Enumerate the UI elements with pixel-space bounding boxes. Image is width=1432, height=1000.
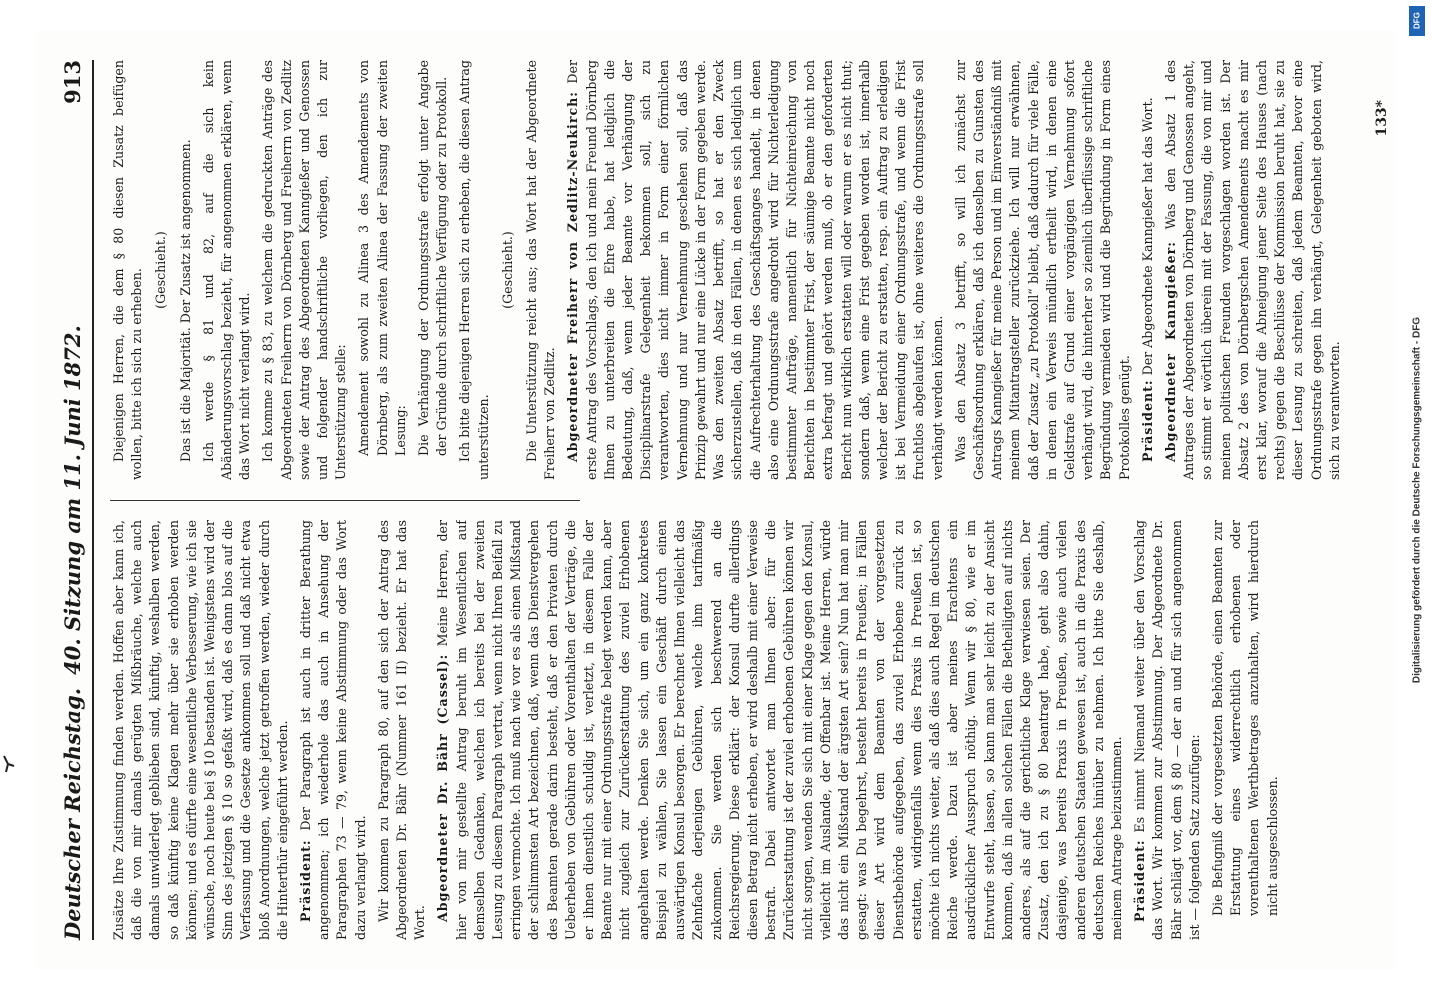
motion-text: Amendement sowohl zu Alinea 3 des Amendements von Dörnberg, als zum zweiten Alinea der Fassung der zweiten Lesung: — [356, 60, 408, 456]
speech-text: Der Abgeordnete Kanngießer hat das Wort. — [1139, 97, 1155, 376]
left-text-column — [110, 520, 1356, 940]
speech-text: Was den Absatz 1 des Antrages der Abgeordneten von Dörnberg und Genossen angeht, so stimmt er wörtlich überein mit der Fassung, die von mir und meinen politischen Freunden vorgeschlagen worden ist. Der Absatz 2 des von Dörnbergschen Amendements macht es mir erst klar, worauf die Abneigung jener Seite des Hauses (nach rechts) gegen die Beschlüsse der Kommission beruht hat, sie zu dieser Lesung zu schreiten, daß jedem Beamten, bevor eine Ordnungsstrafe gegen ihn verhängt, Gelegenheit geboten wird, sich zu verantworten. — [1162, 60, 1342, 480]
speaker-name: Präsident: — [298, 839, 314, 922]
speaker-name: Präsident: — [1139, 379, 1155, 462]
right-text-column — [110, 60, 1356, 480]
speaker-name: Präsident: — [1132, 839, 1148, 922]
speech-text: Meine Herren, der hier von mir gestellte Antrag beruht im Wesentlichen auf demselben Gedanken, welchen ich bereits bei der zweiten Lesung zu diesem Paragraph vertrat, wenn nicht Ihren Beifall zu erringen vermochte. Ich muß nach wie vor es als einen Mißstand der schlimmsten Art bezeichnen, daß, wenn das Dienstvergehen des Beamten gerade darin besteht, daß er den Privaten durch Ueberheben von Gebühren oder Vorenthalten der Verträge, die er ihnen dienstlich schuldig ist, verletzt, in diesem Falle der Beamte nur mit einer Ordnungsstrafe belegt werden kann, aber nicht zugleich zur Zurückerstattung des zuviel Erhobenen angehalten werde. Denken Sie sich, um ein ganz konkretes Beispiel zu wählen, Sie lassen ein Geschäft durch einen auswärtigen Konsul besorgen. Er berechnet Ihnen vielleicht das Zehnfache derjenigen Gebühren, welche ihm tarifmäßig zukommen. Sie werden sich beschwerend an die Reichsregierung. Diese erklärt: der Konsul durfte allerdings diesen Betrag nicht erheben, er wird deshalb mit einer Verweise bestraft. Dabei antwortet man Ihnen aber: für die Zurückerstattung ist der zuviel erhobenen Gebühren können wir nicht sorgen, wenden Sie sich mit einer Klage gegen den Konsul, vielleicht im Auslande, der Offenbar ist. Meine Herren, würde das nicht ein Mißstand der ärgsten Art sein? Nun hat man mir gesagt: was Du begehrst, besteht bereits in Preußen; in Fällen dieser Art wird dem Beamten von der vorgesetzten Dienstbehörde aufgegeben, das zuviel Erhobene zurück zu erstatten, widrigenfalls wenn dies Praxis in Preußen ist, so möchte ich nichts weiter, als daß dies auch Regel im deutschen Reiche werde. Dazu ist aber meines Erachtens ein ausdrücklicher Ausspruch nöthig. Wenn wir § 80, wie er im Entwurfe steht, lassen, so kann man sehr leicht zu der Ansicht kommen, daß in allen solchen Fällen die Betheiligten auf nichts anderes, als auf die gerichtliche Klage verwiesen seien. Der Zusatz, den ich zu § 80 beantragt habe, geht also dahin, dasjenige, was bereits Praxis in Preußen, sowie auch vielen anderen deutschen Staaten gewesen ist, auch in die Praxis des deutschen Reiches hinüber zu nehmen. Ich bitte Sie deshalb, meinem Antrage beizustimmen. — [435, 520, 1124, 940]
text-paragraph: Das ist die Majorität. Der Zusatz ist angenommen. — [177, 139, 193, 462]
speech-text: Der erste Antrag des Vorschlags, den ich und mein Freund Dörnberg Ihnen zu unterbreiten die Ehre habe, hat lediglich die Bedeutung, daß, wenn jeder Beamte vor Verhängung der Disciplinarstrafe Gelegenheit bekommen soll, sich zu verantworten, dies nicht immer in Form einer förmlichen Vernehmung und nur Vernehmung geschehen soll, daß das Prinzip gewahrt und nur eine Lücke in der Form gegeben werde. Was den zweiten Absatz betrifft, so hat er den Zweck sicherzustellen, daß in den Fällen, in denen es sich lediglich um die Aufrechterhaltung des Geschäftsganges handelt, in denen also eine Ordnungsstrafe angedroht wird für Nichterledigung bestimmter Aufträge, namentlich für Nichteinreichung von Berichten in bestimmter Frist, der säumige Beamte nicht noch extra befragt und gehört werden muß, ob er den geforderten Bericht nun wirklich erstatten will oder warum er es nicht thut; sondern daß, wenn eine Frist gegeben worden ist, innerhalb welcher der Bericht zu erstatten, resp. ein Auftrag zu erledigen ist bei Vermeidung einer Ordnungsstrafe, und wenn die Frist fruchtlos abgelaufen ist, ohne weiteres die Ordnungsstrafe soll verhängt werden können. — [565, 60, 945, 480]
digitization-note: Digitalisierung gefördert durch die Deutsche Forschungsgemeinschaft - DFG — [1411, 316, 1423, 684]
session-title: 40. Sitzung am 11. Juni 1872. — [60, 325, 85, 675]
column-divider — [110, 500, 580, 501]
dfg-logo: DFG — [1409, 6, 1425, 36]
speech-paragraph — [297, 520, 370, 940]
text-paragraph: Wir kommen zu Paragraph 80, auf den sich der Antrag des Abgeordneten Dr. Bähr (Nummer 161 II) bezieht. Er hat das Wort. — [375, 520, 428, 940]
text-paragraph: Ich bitte diejenigen Herren sich zu erheben, die diesen Antrag unterstützen. — [457, 60, 491, 480]
text-paragraph: Ich komme zu § 83, zu welchem die gedruckten Anträge des Abgeordneten Freiherrn von Dörnberg und Freiherrn von Zedlitz sowie der Antrag des Abgeordneten Kanngießer und Genossen und folgender handschriftliche vorliegen, den ich zur Unterstützung stelle: — [260, 60, 349, 480]
speech-paragraph — [1139, 60, 1157, 480]
scan-artifact-mark — [2, 754, 16, 774]
text-paragraph: Die Unterstützung reicht aus; das Wort hat der Abgeordnete Freiherr von Zedlitz. — [524, 60, 558, 480]
speech-text: Es nimmt Niemand weiter über den Vorschlag das Wort. Wir kommen zur Abstimmung. Der Abgeordnete Dr. Bähr schlägt vor, dem § 80 — der an und für sich angenommen ist — folgenden Satz zuzufügen: — [1132, 520, 1202, 940]
page-header — [58, 60, 94, 940]
speaker-name: Abgeordneter Freiherr von Zedlitz-Neukirch: — [565, 91, 581, 462]
digitization-credit — [1404, 0, 1430, 1000]
text-paragraph: Diejenigen Herren, die dem § 80 diesen Zusatz beifügen wollen, bitte ich sich zu erheben. — [111, 60, 145, 480]
stage-direction: (Geschieht.) — [153, 231, 169, 309]
speech-paragraph — [564, 60, 946, 480]
page-number: 913 — [60, 60, 85, 104]
speech-text: Der Paragraph ist auch in dritter Berathung angenommen; ich wiederhole das auch in Ansehung der Paragraphen 73 — 79, wenn keine Abstimmung oder das Wort dazu verlangt wird. — [298, 520, 368, 940]
text-paragraph: Was den Absatz 3 betrifft, so will ich zunächst zur Geschäftsordnung erklären, daß ich denselben zu Gunsten des Antrags Kanngießer für meine Person und im Einverständniß mit meinem Mitantragsteller zurückziehe. Ich will nur erwähnen, daß der Zusatz „zu Protokoll“ bleibt, daß dadurch für viele Fälle, in denen ein Verweis mündlich ertheilt wird, in denen eine Geldstrafe auf Grund einer vorgängigen Vernehmung sofort verhängt wird, die hinterher so ziemlich überflüssige schriftliche Begründung vermieden wird und die Begründung in Form eines Protokolles genügt. — [952, 60, 1132, 480]
text-paragraph: Ich werde § 81 und 82, auf die sich kein Abänderungsvorschlag bezieht, für angenommen erklären, wenn das Wort nicht verlangt wird. — [200, 60, 253, 480]
journal-title: Deutscher Reichstag. — [60, 687, 85, 940]
rotated-document-page — [36, 30, 1396, 970]
speech-paragraph — [1162, 60, 1344, 480]
speaker-name: Abgeordneter Kanngießer: — [1162, 241, 1178, 462]
motion-text: Die Verhängung der Ordnungsstrafe erfolgt unter Angabe der Gründe durch schriftliche Verfügung oder zu Protokoll. — [416, 60, 450, 456]
text-paragraph: Zusätze Ihre Zustimmung finden werden. Hoffen aber kann ich, daß die von mir damals gerügten Mißbräuche, welche auch damals unwiderlegt geblieben sind, künftig, weshalben werden, so daß künftig keine Klagen mehr über sie erhoben werden können; und es dürfte eine wesentliche Verbesserung, wie ich sie wünsche, noch heute bei § 10 bestanden ist. Wenigstens wird der Sinn des jetzigen § 10 so gefaßt wird, daß es dann blos auf die Verfassung und die Gesetze ankommen soll und daß nicht etwa bloß Anordnungen, welche jetzt getroffen werden, wieder durch die Hinterthür eingeführt werden. — [111, 520, 290, 940]
signature-mark: 133* — [1374, 100, 1390, 137]
speech-paragraph — [434, 520, 1126, 940]
speaker-name: Abgeordneter Dr. Bähr (Cassel): — [435, 653, 451, 922]
stage-direction: (Geschieht.) — [499, 231, 515, 309]
motion-text: Die Befugniß der vorgesetzten Behörde, einen Beamten zur Erstattung eines widerrechtlich erhobenen oder vorenthaltenen Werthbetrages anzuhalten, wird hierdurch nicht ausgeschlossen. — [1209, 520, 1280, 916]
speech-paragraph — [1131, 520, 1204, 940]
